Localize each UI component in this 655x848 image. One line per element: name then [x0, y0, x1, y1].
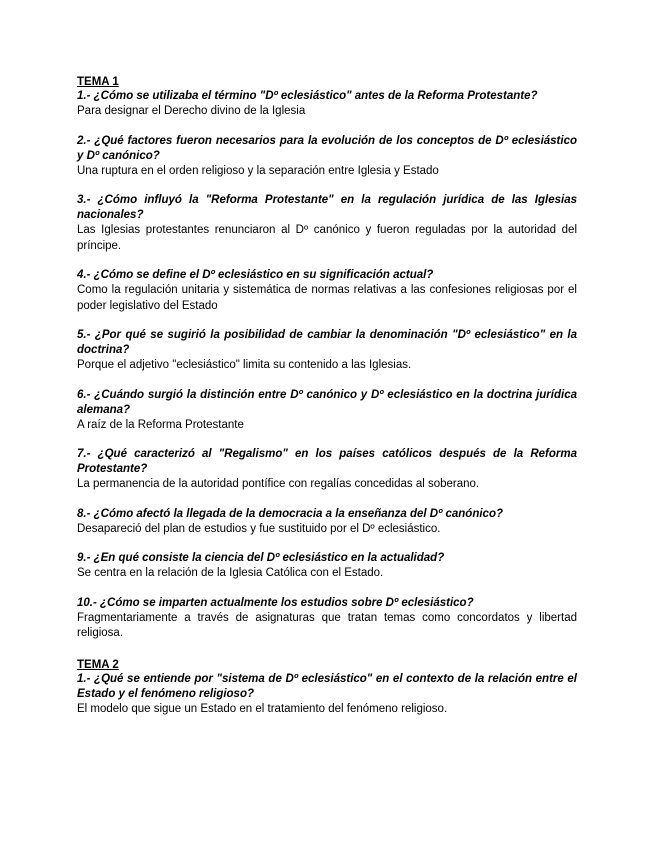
section-title-tema-1: TEMA 1 [77, 76, 119, 88]
question-text: 1.- ¿Cómo se utilizaba el término "Dº eclesiástico" antes de la Reforma Protestante? [77, 90, 538, 102]
answer-text: Como la regulación unitaria y sistemática de normas relativas a las confesiones religiosas por el poder legislativo del Estado [77, 284, 577, 312]
qa-item [77, 672, 577, 718]
answer-text: Fragmentariamente a través de asignaturas que tratan temas como concordatos y libertad religiosa. [77, 611, 577, 639]
answer-text: El modelo que sigue un Estado en el tratamiento del fenómeno religioso. [77, 702, 448, 715]
section-title-tema-2: TEMA 2 [77, 658, 119, 671]
qa-item [77, 447, 577, 493]
qa-item [77, 89, 577, 120]
qa-item [77, 596, 577, 642]
question-text: 10.- ¿Cómo se imparten actualmente los estudios sobre Dº eclesiástico? [77, 596, 474, 609]
qa-item [77, 193, 577, 254]
answer-text: Una ruptura en el orden religioso y la separación entre Iglesia y Estado [77, 164, 439, 177]
qa-item [77, 551, 577, 582]
answer-text: Para designar el Derecho divino de la Iglesia [77, 105, 306, 117]
question-text: 8.- ¿Cómo afectó la llegada de la democracia a la enseñanza del Dº canónico? [77, 507, 503, 520]
question-text: 2.- ¿Qué factores fueron necesarios para la evolución de los conceptos de Dº eclesiástico y Dº canónico? [77, 134, 577, 162]
answer-text: Se centra en la relación de la Iglesia Católica con el Estado. [77, 567, 384, 579]
document-page [77, 75, 577, 717]
answer-text: Porque el adjetivo "eclesiástico" limita su contenido a las Iglesias. [77, 359, 412, 371]
qa-item [77, 507, 577, 538]
answer-text: La permanencia de la autoridad pontífice con regalías concedidas al soberano. [77, 478, 480, 490]
question-text: 3.- ¿Cómo influyó la "Reforma Protestante" en la regulación jurídica de las Iglesias nacionales? [77, 194, 577, 221]
answer-text: Desapareció del plan de estudios y fue sustituido por el Dº eclesiástico. [77, 522, 441, 535]
question-text: 1.- ¿Qué se entiende por "sistema de Dº eclesiástico" en el contexto de la relación entre el Estado y el fenómeno religioso? [77, 672, 577, 700]
question-text: 4.- ¿Cómo se define el Dº eclesiástico en su significación actual? [77, 269, 434, 281]
qa-item [77, 328, 577, 374]
question-text: 9.- ¿En qué consiste la ciencia del Dº eclesiástico en la actualidad? [77, 552, 445, 564]
qa-item [77, 268, 577, 314]
question-text: 7.- ¿Qué caracterizó al "Regalismo" en los países católicos después de la Reforma Protestante? [77, 448, 577, 475]
question-text: 6.- ¿Cuándo surgió la distinción entre Dº canónico y Dº eclesiástico en la doctrina jurídica alemana? [77, 388, 577, 416]
qa-item [77, 134, 577, 180]
answer-text: Las Iglesias protestantes renunciaron al Dº canónico y fueron reguladas por la autoridad del príncipe. [77, 224, 577, 252]
question-text: 5.- ¿Por qué se sugirió la posibilidad de cambiar la denominación "Dº eclesiástico" en la doctrina? [77, 329, 577, 356]
qa-item [77, 388, 577, 434]
answer-text: A raíz de la Reforma Protestante [77, 418, 244, 431]
